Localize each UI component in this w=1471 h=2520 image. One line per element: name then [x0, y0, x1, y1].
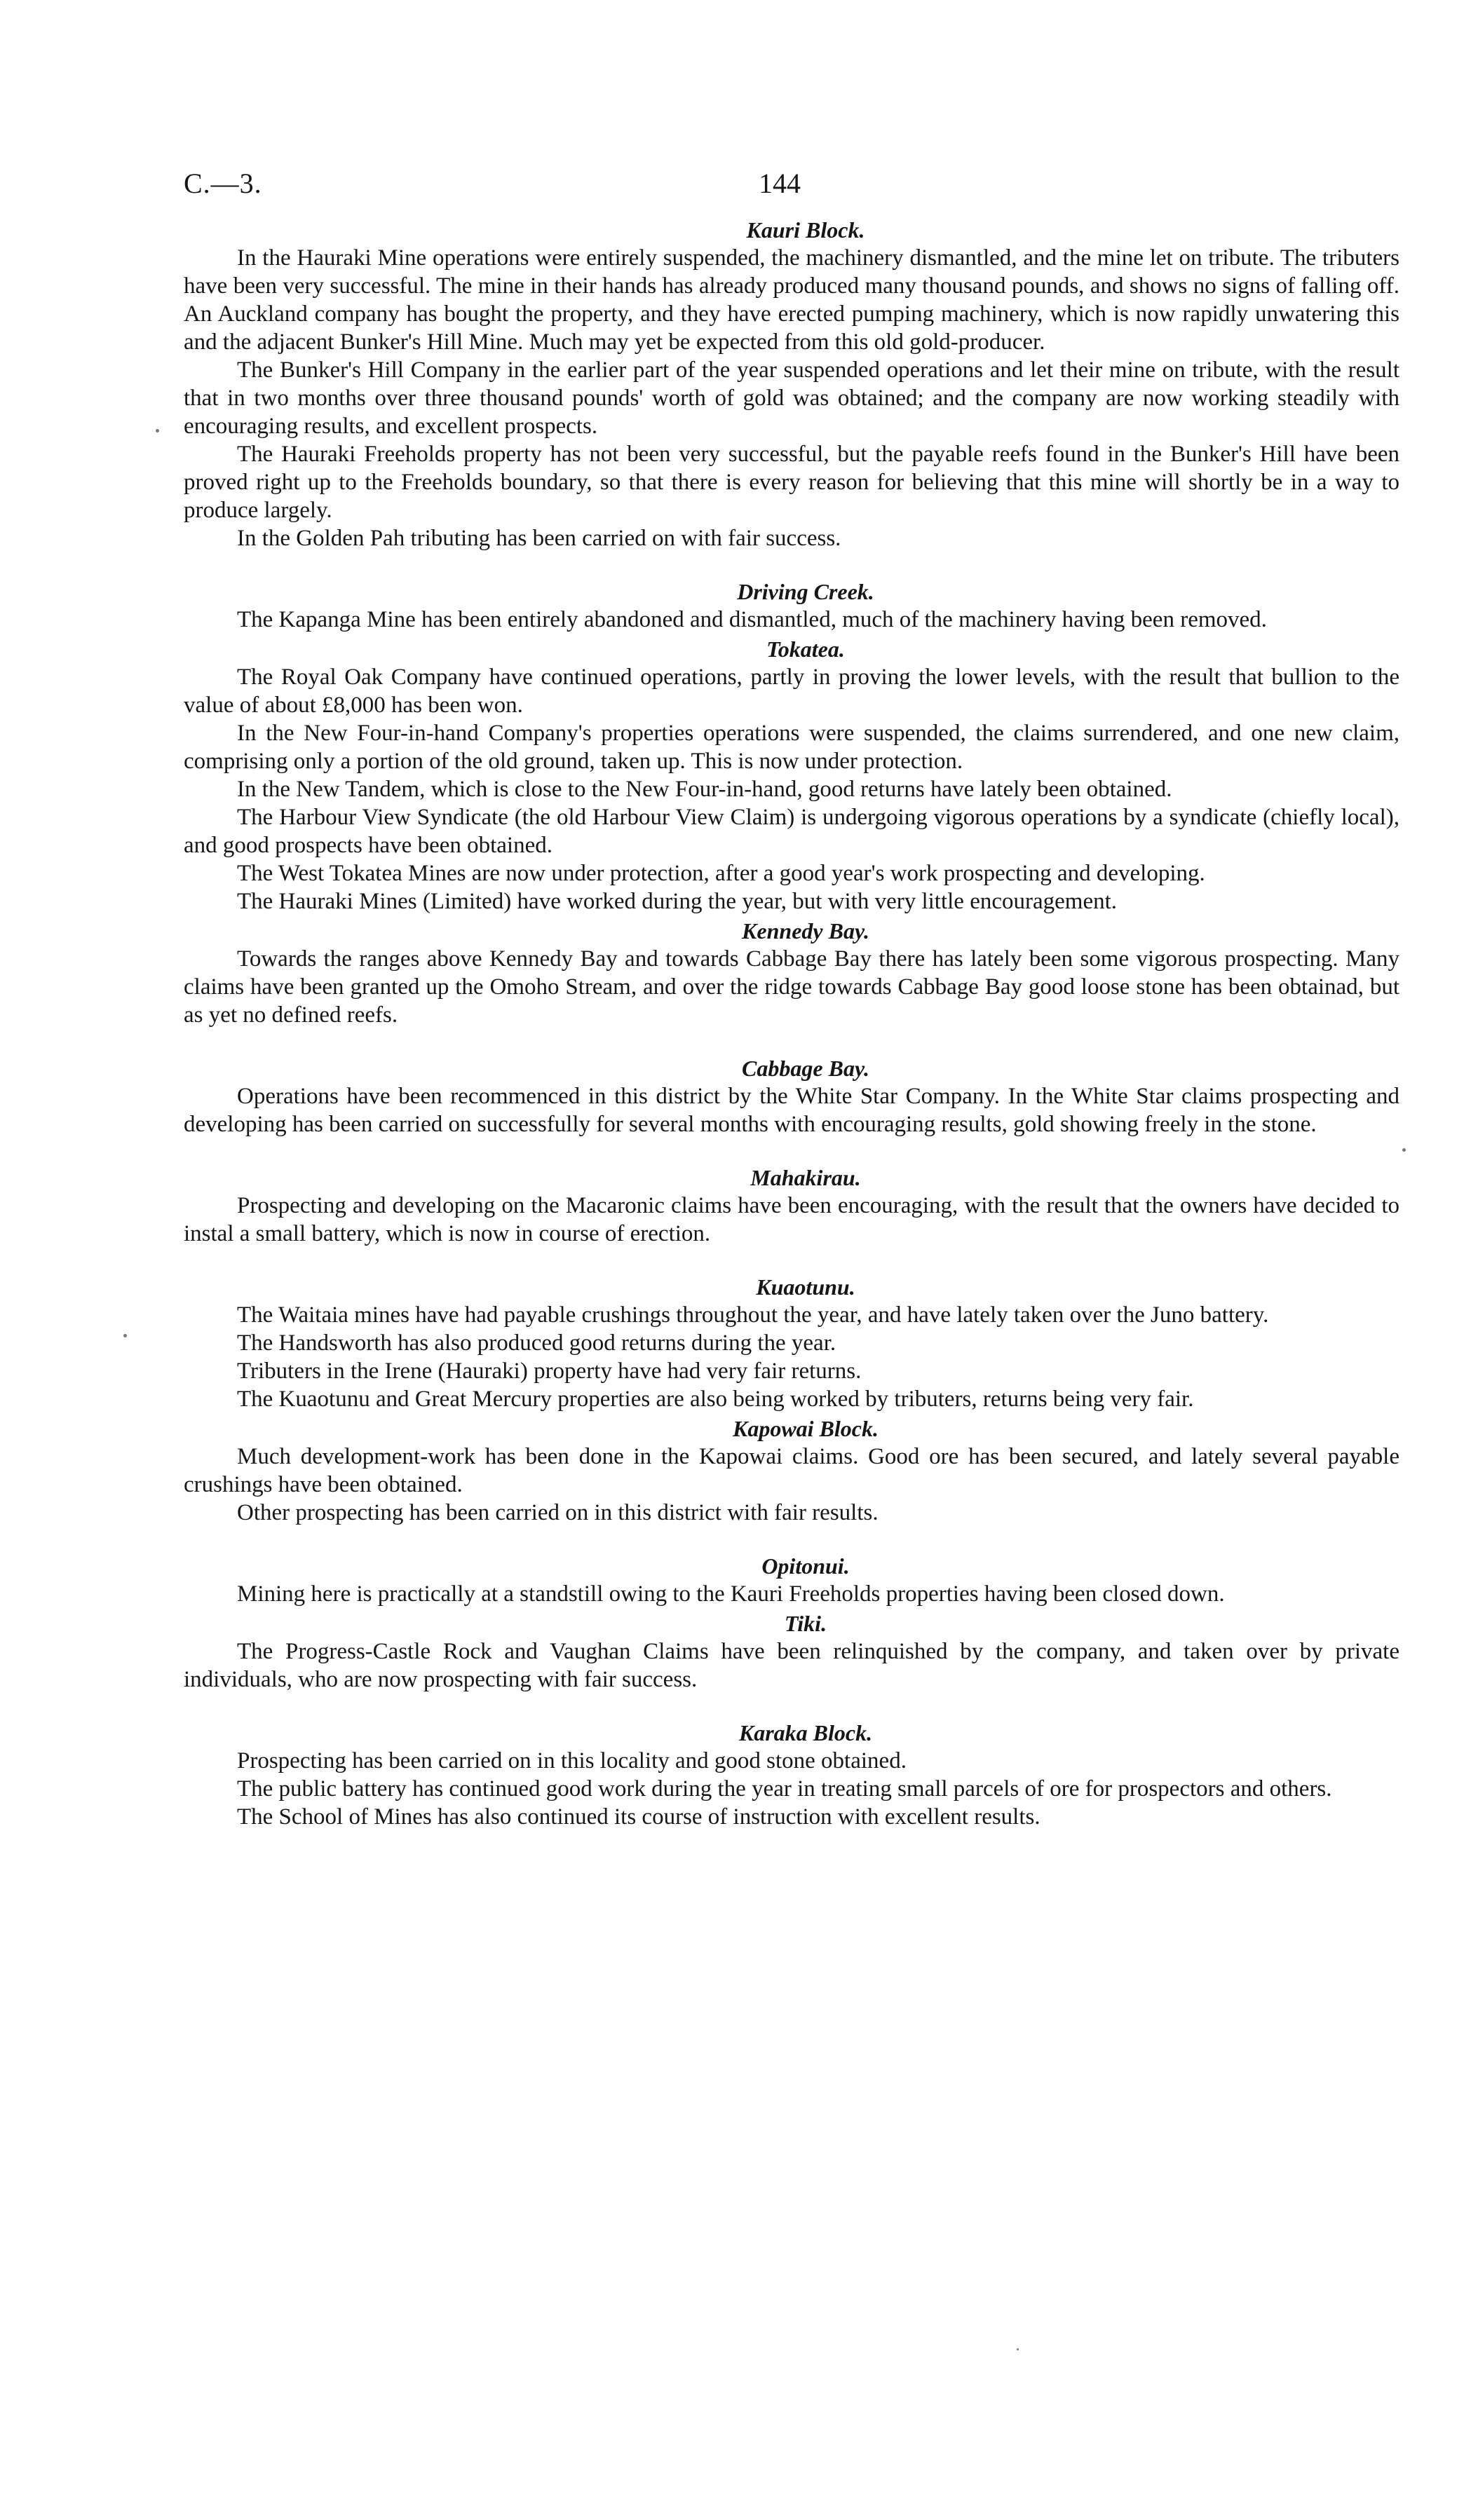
- paragraph: Prospecting and developing on the Macaronic claims have been encouraging, with the result that the owners have decided to instal a small battery, which is now in course of erection.: [184, 1193, 1399, 1246]
- paragraph: The Royal Oak Company have continued operations, partly in proving the lower levels, with the result that bullion to the value of about £8,000 has been won.: [184, 665, 1399, 718]
- paragraph: The Bunker's Hill Company in the earlier part of the year suspended operations and let their mine on tribute, with the result that in two months over three thousand pounds' worth of gold was obtained; and the company are now working steadily with encouraging results, and excellent prospects.: [184, 357, 1399, 439]
- paragraph: The Kapanga Mine has been entirely abandoned and dismantled, much of the machinery having been removed.: [237, 607, 1267, 632]
- section-driving-creek: [184, 578, 1399, 634]
- section-heading: Driving Creek.: [737, 579, 874, 604]
- paragraph: In the Golden Pah tributing has been carried on with fair success.: [237, 526, 841, 551]
- section-tiki: [184, 1609, 1399, 1694]
- scan-speck: [1017, 2348, 1019, 2350]
- section-opitonui: [184, 1552, 1399, 1608]
- paragraph: The West Tokatea Mines are now under protection, after a good year's work prospecting and developing.: [237, 861, 1205, 886]
- paragraph: Operations have been recommenced in this district by the White Star Company. In the White Star claims prospecting and developing has been carried on successfully for several months with encouraging results, gold showing freely in the stone.: [184, 1084, 1399, 1137]
- document-page: [184, 160, 1399, 1831]
- paragraph: Towards the ranges above Kennedy Bay and towards Cabbage Bay there has lately been some vigorous prospecting. Many claims have been granted up the Omoho Stream, and over the ridge towards Cabbage Bay good loose stone has been obtainad, but as yet no defined reefs.: [184, 946, 1399, 1028]
- section-kennedy-bay: [184, 917, 1399, 1029]
- paragraph: Mining here is practically at a standstill owing to the Kauri Freeholds properties having been closed down.: [237, 1581, 1225, 1607]
- paragraph: Much development-work has been done in the Kapowai claims. Good ore has been secured, and lately several payable crushings have been obtained.: [184, 1444, 1399, 1497]
- paragraph: The Hauraki Mines (Limited) have worked during the year, but with very little encouragement.: [237, 889, 1118, 914]
- section-heading: Mahakirau.: [750, 1165, 861, 1190]
- section-heading: Karaka Block.: [738, 1720, 873, 1745]
- section-heading: Kauri Block.: [746, 217, 865, 243]
- scan-speck: [1402, 1148, 1406, 1152]
- section-heading: Kennedy Bay.: [742, 918, 869, 944]
- section-karaka-block: [184, 1719, 1399, 1831]
- paragraph: Other prospecting has been carried on in this district with fair results.: [237, 1500, 879, 1525]
- section-tokatea: [184, 635, 1399, 915]
- paragraph: The School of Mines has also continued its course of instruction with excellent results.: [237, 1804, 1040, 1830]
- section-cabbage-bay: [184, 1054, 1399, 1138]
- paragraph: Prospecting has been carried on in this locality and good stone obtained.: [237, 1748, 907, 1773]
- section-heading: Tokatea.: [766, 636, 845, 662]
- page-number: 144: [759, 168, 801, 199]
- paragraph: In the New Four-in-hand Company's properties operations were suspended, the claims surrendered, and one new claim, comprising only a portion of the old ground, taken up. This is now under protection.: [184, 721, 1399, 774]
- scan-speck: [156, 429, 159, 433]
- section-heading: Cabbage Bay.: [742, 1056, 869, 1081]
- section-kapowai-block: [184, 1415, 1399, 1527]
- paragraph: The Kuaotunu and Great Mercury properties are also being worked by tributers, returns being very fair.: [237, 1387, 1194, 1412]
- paragraph: The Waitaia mines have had payable crushings throughout the year, and have lately taken over the Juno battery.: [237, 1302, 1269, 1328]
- section-kuaotunu: [184, 1273, 1399, 1413]
- section-kauri-block: [184, 216, 1399, 552]
- section-heading: Opitonui.: [761, 1553, 850, 1579]
- paragraph: The Handsworth has also produced good returns during the year.: [237, 1330, 836, 1356]
- paragraph: In the Hauraki Mine operations were entirely suspended, the machinery dismantled, and the mine let on tribute. The tributers have been very successful. The mine in their hands has already produced many thousand pounds, and shows no signs of falling off. An Auckland company has bought the property, and they have erected pumping machinery, which is now rapidly unwatering this and the adjacent Bunker's Hill Mine. Much may yet be expected from this old gold-producer.: [184, 245, 1399, 355]
- paragraph: The public battery has continued good work during the year in treating small parcels of ore for prospectors and others.: [237, 1776, 1332, 1802]
- section-heading: Tiki.: [784, 1611, 827, 1636]
- paragraph: The Harbour View Syndicate (the old Harbour View Claim) is undergoing vigorous operations by a syndicate (chiefly local), and good prospects have been obtained.: [184, 805, 1399, 858]
- section-mahakirau: [184, 1164, 1399, 1248]
- page-header: [184, 160, 1399, 216]
- section-heading: Kuaotunu.: [756, 1274, 855, 1300]
- paragraph: The Progress-Castle Rock and Vaughan Claims have been relinquished by the company, and taken over by private individuals, who are now prospecting with fair success.: [184, 1639, 1399, 1692]
- paragraph: In the New Tandem, which is close to the New Four-in-hand, good returns have lately been obtained.: [237, 777, 1172, 802]
- section-heading: Kapowai Block.: [732, 1416, 879, 1441]
- paragraph: The Hauraki Freeholds property has not been very successful, but the payable reefs found in the Bunker's Hill have been proved right up to the Freeholds boundary, so that there is every reason for believing that this mine will shortly be in a way to produce largely.: [184, 442, 1399, 523]
- scan-speck: [123, 1334, 127, 1337]
- paragraph: Tributers in the Irene (Hauraki) property have had very fair returns.: [237, 1358, 862, 1384]
- document-reference: C.—3.: [184, 168, 262, 199]
